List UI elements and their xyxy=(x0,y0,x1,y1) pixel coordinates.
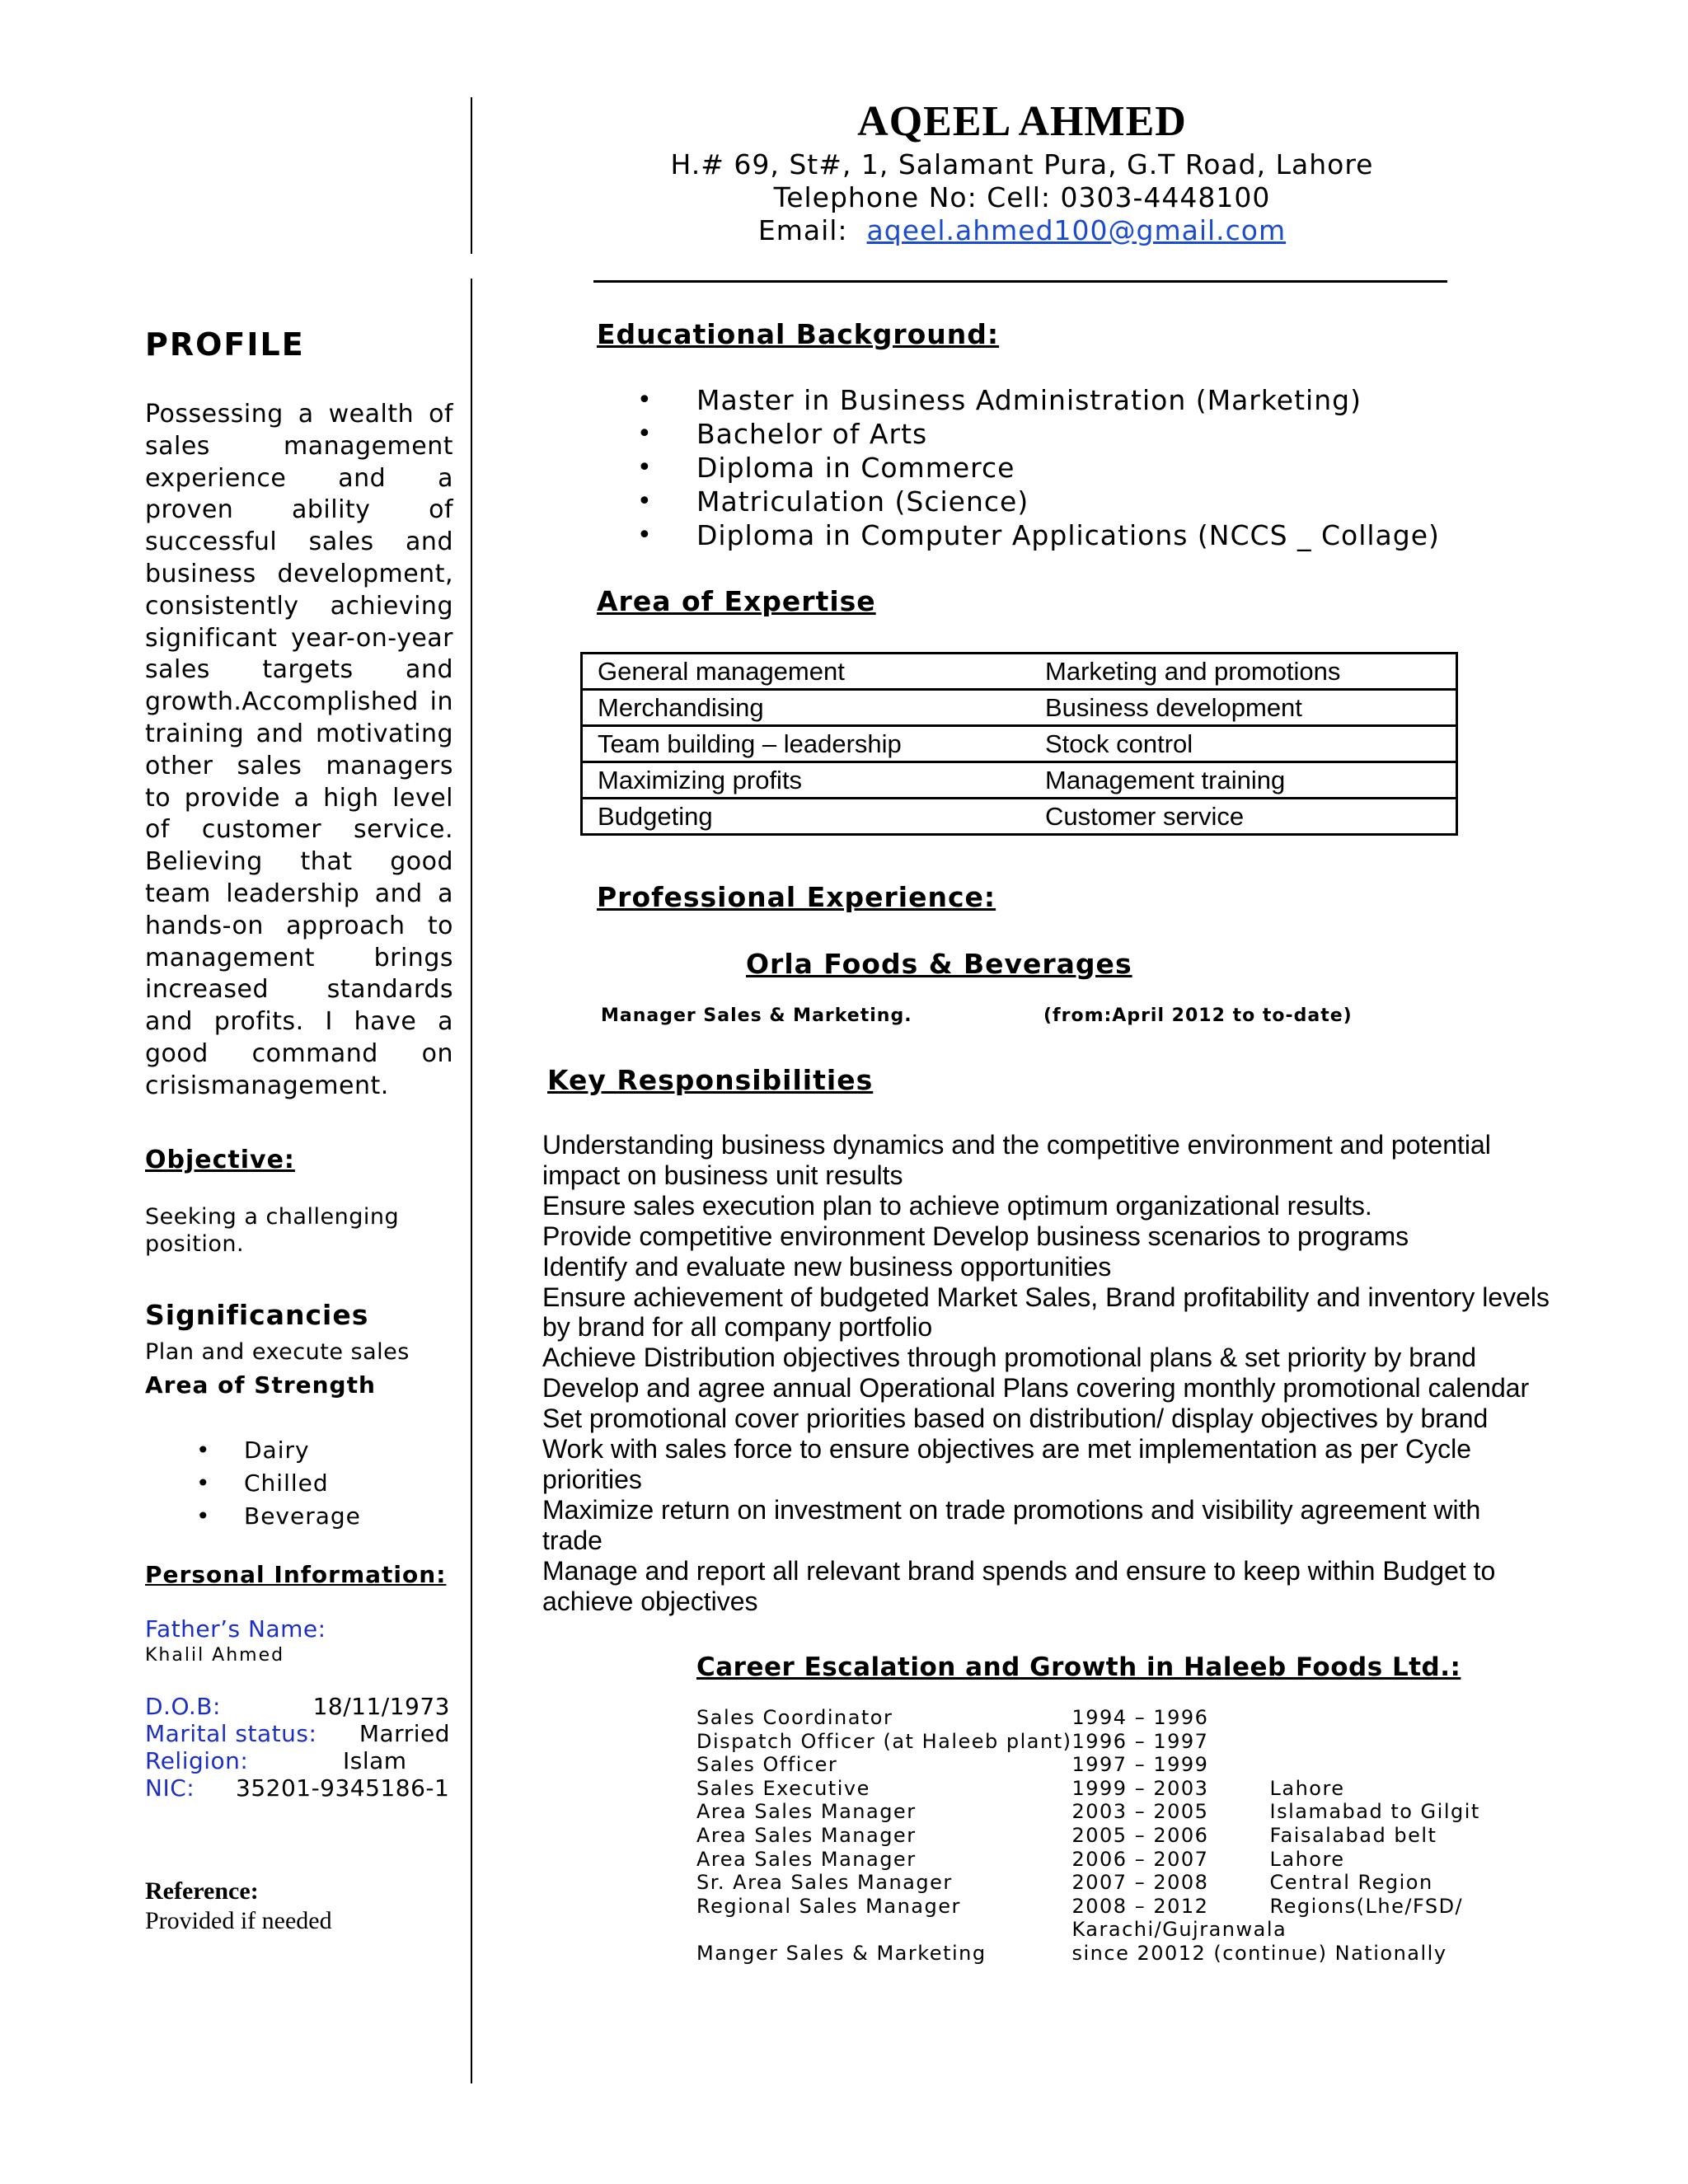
table-row xyxy=(696,1800,1480,1824)
list-item: Provide competitive environment Develop business scenarios to programs xyxy=(542,1221,1409,1251)
table-row xyxy=(696,1777,1480,1801)
nic-value: 35201-9345186-1 xyxy=(236,1774,450,1802)
significancies-title: Significancies xyxy=(145,1299,369,1331)
table-cell: Sales Officer xyxy=(696,1753,838,1777)
list-item: by brand for all company portfolio xyxy=(542,1312,933,1343)
father-name-label: Father’s Name: xyxy=(145,1615,326,1643)
table-row xyxy=(696,1942,1480,1966)
table-cell: Management training xyxy=(1030,762,1457,799)
nic-row xyxy=(145,1774,450,1802)
dob-row xyxy=(145,1693,450,1720)
table-cell: Maximizing profits xyxy=(582,762,1031,799)
list-item: Achieve Distribution objectives through promotional plans & set priority by brand xyxy=(542,1343,1477,1373)
table-cell: Regional Sales Manager xyxy=(696,1894,961,1918)
role-period: (from:April 2012 to to-date) xyxy=(1043,1005,1353,1026)
table-cell: 2005 – 2006 xyxy=(1071,1823,1209,1847)
list-item: Develop and agree annual Operational Plans covering monthly promotional calendar xyxy=(542,1373,1530,1404)
list-item: trade xyxy=(542,1525,603,1555)
objective-text: Seeking a challenging position. xyxy=(145,1204,400,1257)
table-cell: 1999 – 2003 xyxy=(1071,1776,1209,1800)
table-row xyxy=(582,726,1457,762)
objective-title: Objective: xyxy=(145,1146,295,1174)
table-row xyxy=(696,1730,1480,1754)
strength-list xyxy=(145,1434,453,1533)
list-item: Maximize return on investment on trade promotions and visibility agreement with xyxy=(542,1494,1481,1525)
profile-text: Possessing a wealth of sales management experience and a proven ability of successful sales and business development, consistently achieving significant year-on-year sales targets and growth.Accomplished in training and motivating other sales managers to provide a high level of customer service. Believing that good team leadership and a hands-on approach to management brings increased standards and profits. I have a good command on crisismanagement. xyxy=(145,400,453,1100)
list-item: • Diploma in Computer Applications (NCCS _ Collage) xyxy=(637,518,1440,552)
email-link[interactable]: aqeel.ahmed100@gmail.com xyxy=(866,214,1287,246)
table-cell: General management xyxy=(582,654,1031,690)
table-row xyxy=(696,1753,1480,1777)
list-item: Set promotional cover priorities based on distribution/ display objectives by brand xyxy=(542,1404,1489,1434)
table-cell: Faisalabad belt xyxy=(1269,1823,1437,1847)
table-cell: 2008 – 2012 xyxy=(1071,1894,1209,1918)
nic-label: NIC: xyxy=(145,1774,195,1802)
address-line: H.# 69, St#, 1, Salamant Pura, G.T Road, Lahore xyxy=(670,148,1374,180)
table-row xyxy=(582,690,1457,726)
list-item: impact on business unit results xyxy=(542,1160,903,1190)
expertise-table xyxy=(580,652,1458,836)
list-item: • Chilled xyxy=(145,1467,453,1500)
email-line xyxy=(593,214,1451,246)
religion-value: Islam xyxy=(343,1747,407,1774)
marital-value: Married xyxy=(359,1720,450,1747)
list-item: Ensure achievement of budgeted Market Sales, Brand profitability and inventory levels xyxy=(542,1282,1550,1312)
table-cell: Business development xyxy=(1030,690,1457,726)
table-cell: Karachi/Gujranwala xyxy=(1071,1918,1287,1942)
table-row xyxy=(696,1871,1480,1895)
table-cell: Manger Sales & Marketing xyxy=(696,1941,987,1965)
table-row xyxy=(696,1895,1480,1919)
column-divider-top xyxy=(471,97,472,254)
religion-row xyxy=(145,1747,450,1774)
table-row xyxy=(582,762,1457,799)
table-cell: Lahore xyxy=(1269,1776,1345,1800)
list-item: • Dairy xyxy=(145,1434,453,1467)
table-cell: Sr. Area Sales Manager xyxy=(696,1871,953,1895)
table-cell: Central Region xyxy=(1269,1871,1433,1895)
table-cell: Area Sales Manager xyxy=(696,1800,917,1824)
table-cell xyxy=(696,1918,1071,1942)
company-name: Orla Foods & Beverages xyxy=(746,948,1132,980)
table-cell: 1996 – 1997 xyxy=(1071,1729,1209,1753)
table-cell xyxy=(1269,1706,1479,1730)
list-item: priorities xyxy=(542,1464,642,1494)
dob-label: D.O.B: xyxy=(145,1693,221,1720)
list-item: • Matriculation (Science) xyxy=(637,485,1440,518)
candidate-name: AQEEL AHMED xyxy=(857,98,1187,145)
table-cell xyxy=(1269,1730,1479,1754)
table-row xyxy=(582,799,1457,835)
table-cell: Sales Coordinator xyxy=(696,1706,893,1729)
expertise-title: Area of Expertise xyxy=(597,585,876,617)
marital-row xyxy=(145,1720,450,1747)
table-cell: Merchandising xyxy=(582,690,1031,726)
table-cell: Marketing and promotions xyxy=(1030,654,1457,690)
table-cell: Budgeting xyxy=(582,799,1031,835)
list-item: Identify and evaluate new business opportunities xyxy=(542,1251,1112,1282)
table-cell: Sales Executive xyxy=(696,1776,870,1800)
education-title: Educational Background: xyxy=(597,318,1000,350)
table-cell: Dispatch Officer (at Haleeb plant) xyxy=(696,1729,1072,1753)
education-list xyxy=(637,383,1440,552)
table-cell: 1997 – 1999 xyxy=(1071,1753,1209,1777)
table-row xyxy=(696,1848,1480,1872)
table-cell: Area Sales Manager xyxy=(696,1823,917,1847)
dob-value: 18/11/1973 xyxy=(312,1693,450,1720)
table-cell: Area Sales Manager xyxy=(696,1847,917,1871)
responsibilities-title: Key Responsibilities xyxy=(547,1064,874,1096)
table-cell: 2003 – 2005 xyxy=(1071,1800,1209,1824)
table-cell: Customer service xyxy=(1030,799,1457,835)
list-item: Understanding business dynamics and the competitive environment and potential xyxy=(542,1130,1491,1160)
header-rule xyxy=(593,280,1447,283)
table-cell: 2006 – 2007 xyxy=(1071,1847,1209,1871)
table-row xyxy=(696,1824,1480,1848)
personal-details xyxy=(145,1693,450,1802)
list-item: • Bachelor of Arts xyxy=(637,417,1440,451)
column-divider-main xyxy=(471,279,472,2083)
table-row xyxy=(696,1706,1480,1730)
experience-title: Professional Experience: xyxy=(597,881,996,913)
email-label: Email: xyxy=(757,214,848,246)
table-cell xyxy=(1269,1753,1479,1777)
career-title: Career Escalation and Growth in Haleeb Foods Ltd.: xyxy=(696,1652,1461,1682)
table-cell: 1994 – 1996 xyxy=(1071,1706,1209,1729)
list-item: Manage and report all relevant brand spends and ensure to keep within Budget to xyxy=(542,1555,1496,1586)
strength-title: Area of Strength xyxy=(145,1371,376,1399)
role-title: Manager Sales & Marketing. xyxy=(601,1005,912,1026)
responsibilities-list xyxy=(542,1130,1573,1617)
table-cell: 2007 – 2008 xyxy=(1071,1871,1209,1895)
table-row xyxy=(582,654,1457,690)
list-item: achieve objectives xyxy=(542,1586,758,1616)
table-cell: Team building – leadership xyxy=(582,726,1031,762)
career-table xyxy=(696,1706,1480,1966)
significancies-text: Plan and execute sales xyxy=(145,1339,410,1365)
reference-text: Provided if needed xyxy=(145,1907,332,1934)
list-item: • Master in Business Administration (Marketing) xyxy=(637,383,1440,417)
father-name-value: Khalil Ahmed xyxy=(145,1645,285,1666)
table-cell: Regions(Lhe/FSD/ xyxy=(1269,1894,1464,1918)
list-item: • Beverage xyxy=(145,1500,453,1533)
telephone-line: Telephone No: Cell: 0303-4448100 xyxy=(773,181,1271,213)
table-cell: Islamabad to Gilgit xyxy=(1269,1800,1480,1824)
list-item: • Diploma in Commerce xyxy=(637,451,1440,485)
table-cell: Lahore xyxy=(1269,1847,1345,1871)
marital-label: Marital status: xyxy=(145,1720,317,1747)
reference-title: Reference: xyxy=(145,1877,259,1905)
table-row xyxy=(696,1918,1480,1942)
profile-title: PROFILE xyxy=(145,326,305,363)
list-item: Work with sales force to ensure objectives are met implementation as per Cycle xyxy=(542,1434,1471,1465)
religion-label: Religion: xyxy=(145,1747,249,1774)
list-item: Ensure sales execution plan to achieve optimum organizational results. xyxy=(542,1190,1372,1221)
table-cell: Stock control xyxy=(1030,726,1457,762)
personal-info-title: Personal Information: xyxy=(145,1561,447,1588)
table-cell: since 20012 (continue) Nationally xyxy=(1071,1941,1447,1965)
